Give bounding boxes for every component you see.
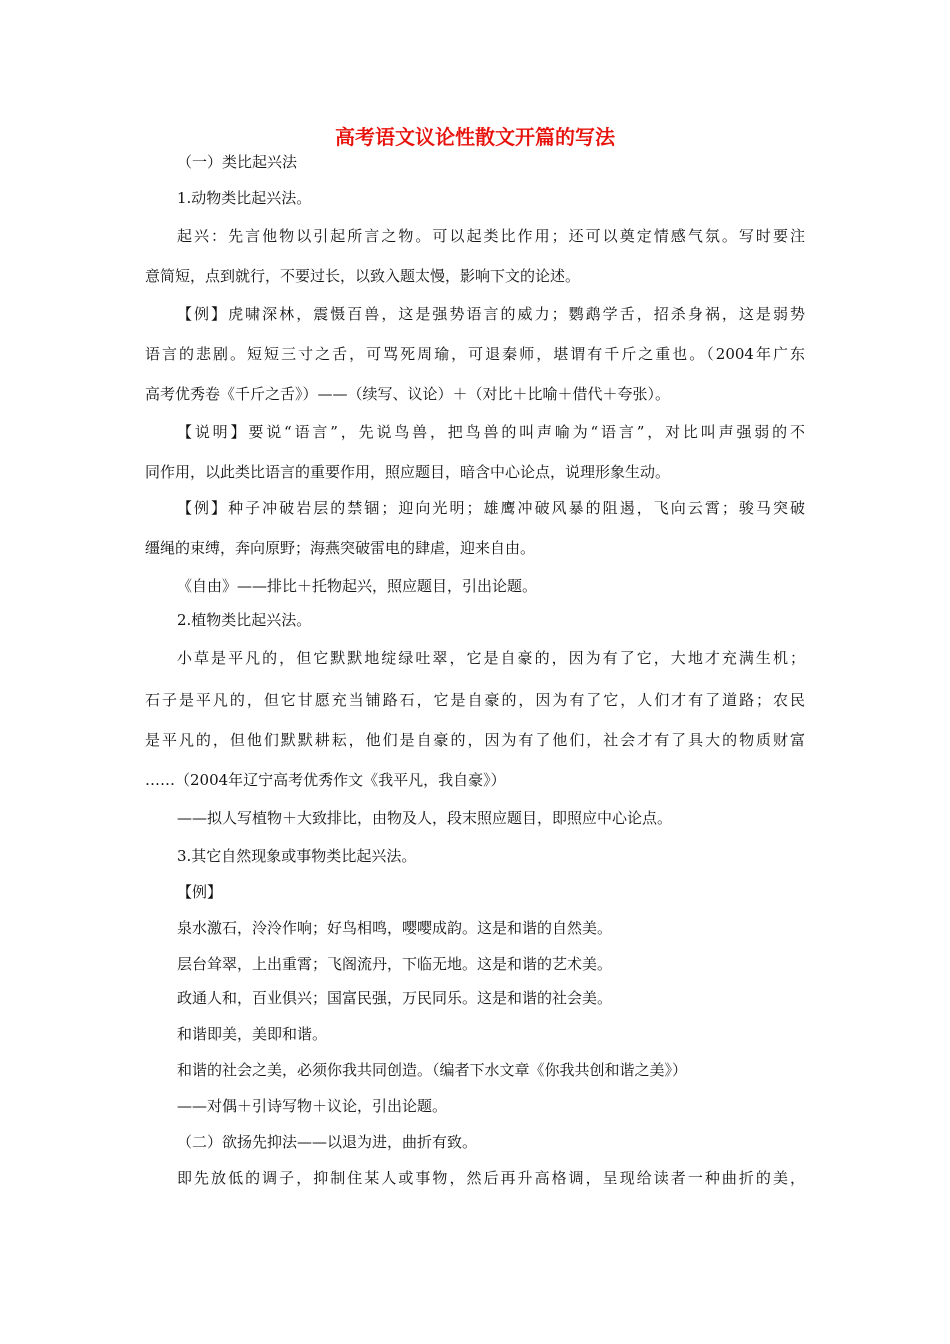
subsection-heading: 1.动物类比起兴法。 [177,189,312,207]
paragraph-line: ……（2004年辽宁高考优秀作文《我平凡，我自豪》） [145,771,506,789]
paragraph-line: 【例】虎啸深林，震慑百兽，这是强势语言的威力；鹦鹉学舌，招杀身祸，这是弱势 [177,305,805,323]
document-title: 高考语文议论性散文开篇的写法 [335,125,615,149]
paragraph-line: 层台耸翠，上出重霄；飞阁流丹，下临无地。这是和谐的艺术美。 [177,955,613,973]
paragraph-line: 语言的悲剧。短短三寸之舌，可骂死周瑜，可退秦师，堪谓有千斤之重也。（2004年广东 [145,345,805,363]
subsection-heading: 3.其它自然现象或事物类比起兴法。 [177,847,417,865]
paragraph-line: 《自由》——排比＋托物起兴，照应题目，引出论题。 [177,577,538,595]
paragraph-line: 和谐即美，美即和谐。 [177,1025,328,1043]
subsection-heading: 2.植物类比起兴法。 [177,611,312,629]
section-heading: （二）欲扬先抑法——以退为进，曲折有致。 [177,1133,478,1151]
example-label: 【例】 [177,883,223,901]
section-heading: （一）类比起兴法 [177,153,298,171]
paragraph-line: 【例】种子冲破岩层的禁锢；迎向光明；雄鹰冲破风暴的阻遏，飞向云霄；骏马突破 [177,499,805,517]
paragraph-line: ——对偶＋引诗写物＋议论，引出论题。 [177,1097,448,1115]
paragraph-line: 是平凡的，但他们默默耕耘，他们是自豪的，因为有了他们，社会才有了具大的物质财富 [145,731,805,749]
paragraph-line: 和谐的社会之美，必须你我共同创造。（编者下水文章《你我共创和谐之美》） [177,1061,688,1079]
paragraph-line: 小草是平凡的，但它默默地绽绿吐翠，它是自豪的，因为有了它，大地才充满生机； [177,649,805,667]
paragraph-line: 石子是平凡的，但它甘愿充当铺路石，它是自豪的，因为有了它，人们才有了道路；农民 [145,691,805,709]
paragraph-line: 缰绳的束缚，奔向原野；海燕突破雷电的肆虐，迎来自由。 [145,539,536,557]
paragraph-line: 即先放低的调子，抑制住某人或事物，然后再升高格调，呈现给读者一种曲折的美， [177,1169,805,1187]
paragraph-line: 高考优秀卷《千斤之舌》）——（续写、议论）＋（对比＋比喻＋借代＋夸张）。 [145,385,671,403]
paragraph-line: ——拟人写植物＋大致排比，由物及人，段末照应题目，即照应中心论点。 [177,809,673,827]
paragraph-line: 泉水激石，泠泠作响；好鸟相鸣，嘤嘤成韵。这是和谐的自然美。 [177,919,613,937]
paragraph-line: 起兴：先言他物以引起所言之物。可以起类比作用；还可以奠定情感气氛。写时要注 [177,227,805,245]
paragraph-line: 同作用，以此类比语言的重要作用，照应题目，暗含中心论点，说理形象生动。 [145,463,671,481]
paragraph-line: 意简短，点到就行，不要过长，以致入题太慢，影响下文的论述。 [145,267,581,285]
paragraph-line: 政通人和，百业俱兴；国富民强，万民同乐。这是和谐的社会美。 [177,989,613,1007]
paragraph-line: 【说明】要说“语言”，先说鸟兽，把鸟兽的叫声喻为“语言”，对比叫声强弱的不 [177,423,805,441]
